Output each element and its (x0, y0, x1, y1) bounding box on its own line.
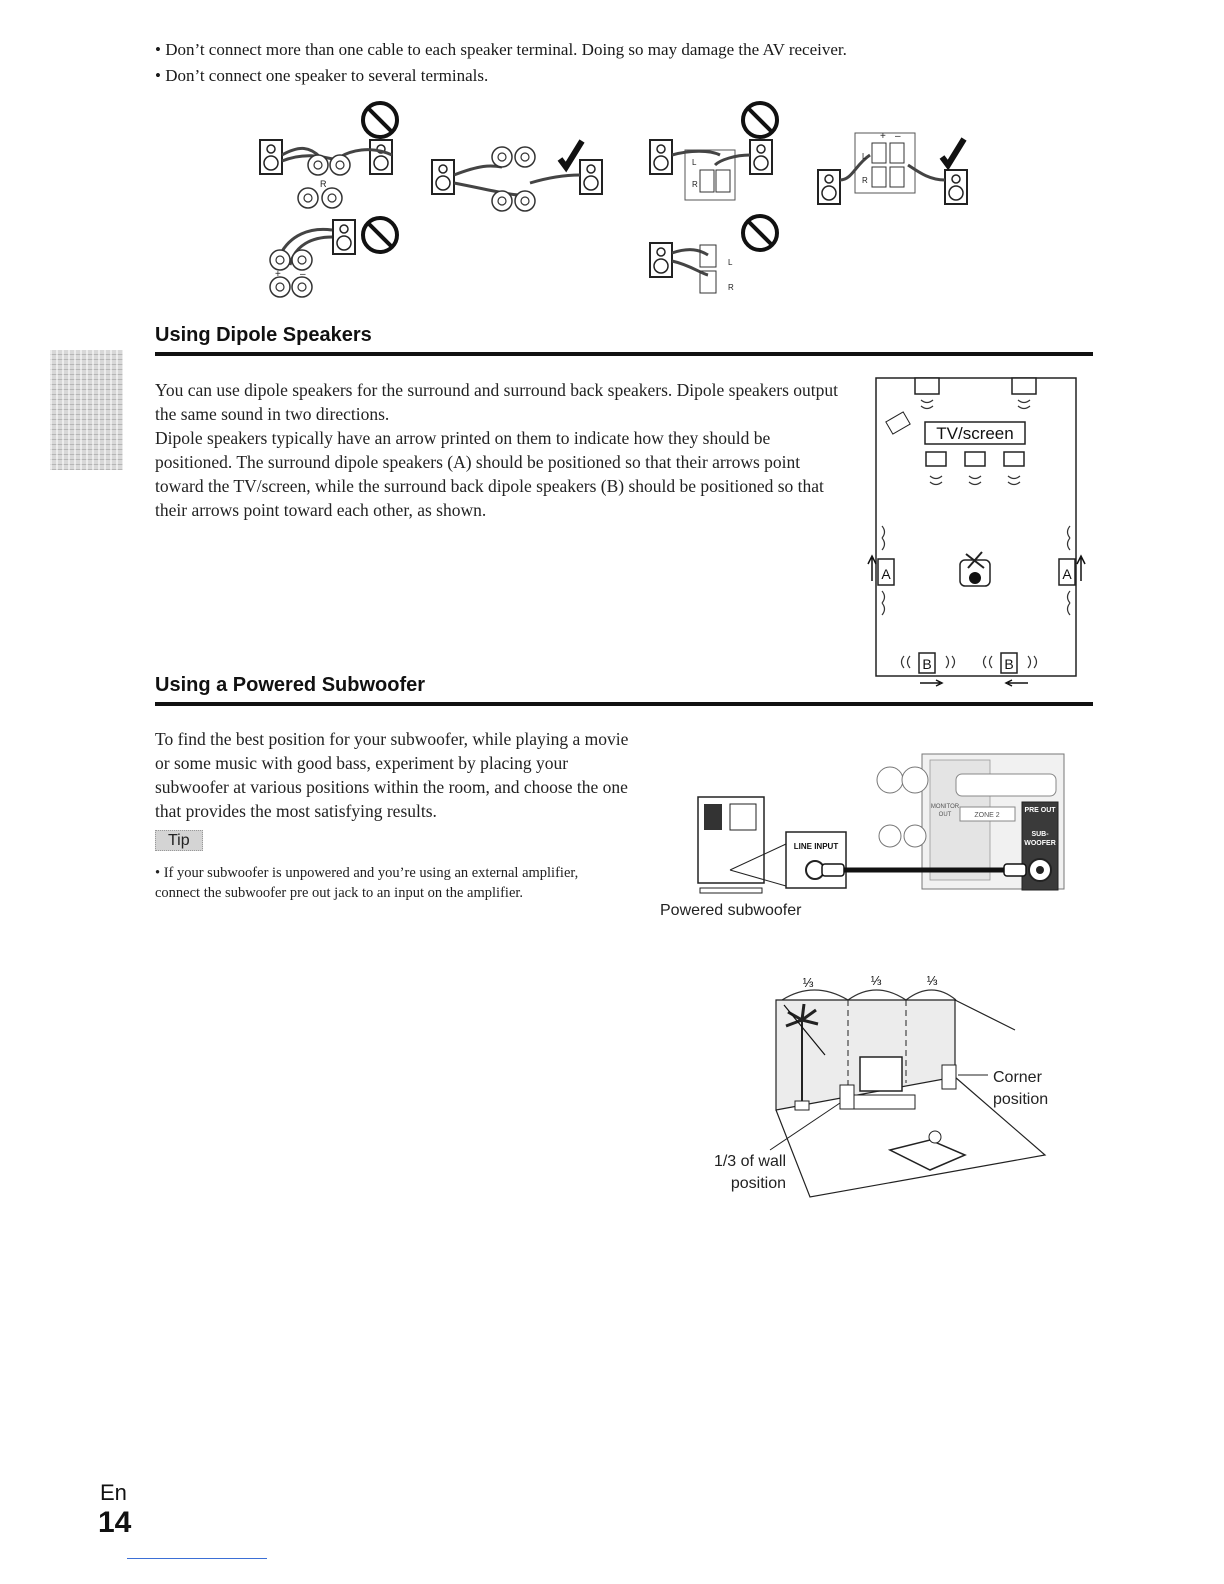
arrow-left-icon (1006, 680, 1028, 686)
warning-bullet-1: • Don’t connect more than one cable to each speaker terminal. Doing so may damage the AV receiver. (155, 40, 847, 59)
speaker-icon (370, 140, 392, 174)
prohibited-icon (363, 103, 397, 137)
corner-position-label: Corner position (993, 1069, 1049, 1108)
terminal-label: + (275, 269, 281, 280)
sub-label: SUB- (1031, 831, 1049, 838)
subwoofer-paragraph: To find the best position for your subwoofer, while playing a movie or some music with good bass, experiment by placing your subwoofer at various positions within the room, and choose the one that provides the most satisfying results. (155, 729, 629, 821)
speaker-icon (945, 170, 967, 204)
wall-position-label: 1/3 of wall position (713, 1153, 786, 1192)
dipole-text (155, 378, 845, 522)
terminal-label: – (300, 269, 306, 280)
arrow-right-icon (920, 680, 942, 686)
corner-subwoofer-icon (942, 1065, 956, 1089)
wiring-wrong-3 (650, 103, 777, 293)
tip-note: • If your subwoofer is unpowered and you’re using an external amplifier, connect the subwoofer pre out jack to an input on the amplifier. (155, 865, 579, 901)
prohibited-icon (743, 216, 777, 250)
speaker-wiring-illustration (240, 95, 1000, 310)
terminal-label: R (692, 180, 698, 189)
wiring-correct-1 (432, 141, 602, 211)
tip-badge: Tip (155, 830, 203, 851)
dipole-paragraph-2: Dipole speakers typically have an arrow printed on them to indicate how they should be positioned. The surround dipole speakers (A) should be positioned so that their arrows point toward the TV/screen, while the surround back dipole speakers (B) should be positioned so that their arrows point toward each other, as shown. (155, 428, 824, 520)
prohibited-icon (363, 218, 397, 252)
language-label: En (100, 1480, 127, 1505)
terminal-label: L (728, 258, 733, 267)
warning-bullet-2: • Don’t connect one speaker to several terminals. (155, 66, 489, 85)
subwoofer-connection-diagram (660, 752, 1065, 902)
checkmark-icon (560, 141, 582, 167)
heading-rule (155, 702, 1093, 706)
woofer-label: WOOFER (1024, 840, 1056, 847)
surround-back-b-right-label: B (1004, 656, 1014, 672)
wiring-wrong-2 (270, 218, 397, 297)
tv-screen-label: TV/screen (936, 424, 1014, 443)
speaker-icon (260, 140, 282, 174)
dipole-placement-diagram (860, 376, 1086, 694)
subwoofer-heading: Using a Powered Subwoofer (155, 674, 426, 696)
terminal-label: L (692, 158, 697, 167)
monitor-label: MONITOR (930, 804, 960, 810)
speaker-icon (750, 140, 772, 174)
zone2-label: ZONE 2 (974, 812, 1000, 819)
page-number: 14 (98, 1506, 132, 1539)
heading-rule (155, 352, 1093, 356)
sofa-icon (890, 1131, 965, 1170)
speaker-icon (432, 160, 454, 194)
footer-rule (127, 1558, 267, 1559)
wiring-wrong-1 (260, 103, 397, 208)
speaker-icon (580, 160, 602, 194)
front-speaker-icon (1012, 378, 1036, 394)
dipole-heading: Using Dipole Speakers (155, 324, 372, 346)
speaker-icon (333, 220, 355, 254)
line-input-label: LINE INPUT (793, 842, 839, 851)
speaker-icon (818, 170, 840, 204)
terminal-label: L (862, 152, 867, 161)
out-label: OUT (938, 812, 952, 818)
tv-icon (860, 1057, 902, 1091)
arrow-up-icon (1077, 556, 1085, 581)
terminal-label: – (895, 131, 901, 142)
checkmark-icon (942, 139, 964, 165)
terminal-label: R (320, 179, 327, 189)
third-label: ⅓ (870, 973, 882, 988)
speaker-icon (650, 140, 672, 174)
terminal-label: R (728, 283, 734, 292)
speaker-icon (650, 243, 672, 277)
terminal-label: R (862, 176, 868, 185)
dipole-paragraph-1: You can use dipole speakers for the surround and surround back speakers. Dipole speakers output the same sound in two directions. (155, 380, 838, 424)
arrow-up-icon (868, 556, 876, 581)
prohibited-icon (743, 103, 777, 137)
wall-subwoofer-icon (840, 1085, 854, 1109)
surround-back-b-left-label: B (922, 656, 932, 672)
third-label: ⅓ (802, 975, 814, 990)
front-speaker-icon (915, 378, 939, 394)
third-label: ⅓ (926, 973, 938, 988)
terminal-label: + (880, 131, 886, 142)
section-side-tab (50, 350, 123, 470)
wiring-correct-2 (818, 131, 967, 204)
tv-stand-icon (850, 1095, 915, 1109)
pre-out-label: PRE OUT (1024, 807, 1056, 814)
subwoofer-caption: Powered subwoofer (660, 902, 802, 919)
surround-a-left-label: A (881, 566, 891, 582)
surround-a-right-label: A (1062, 566, 1072, 582)
